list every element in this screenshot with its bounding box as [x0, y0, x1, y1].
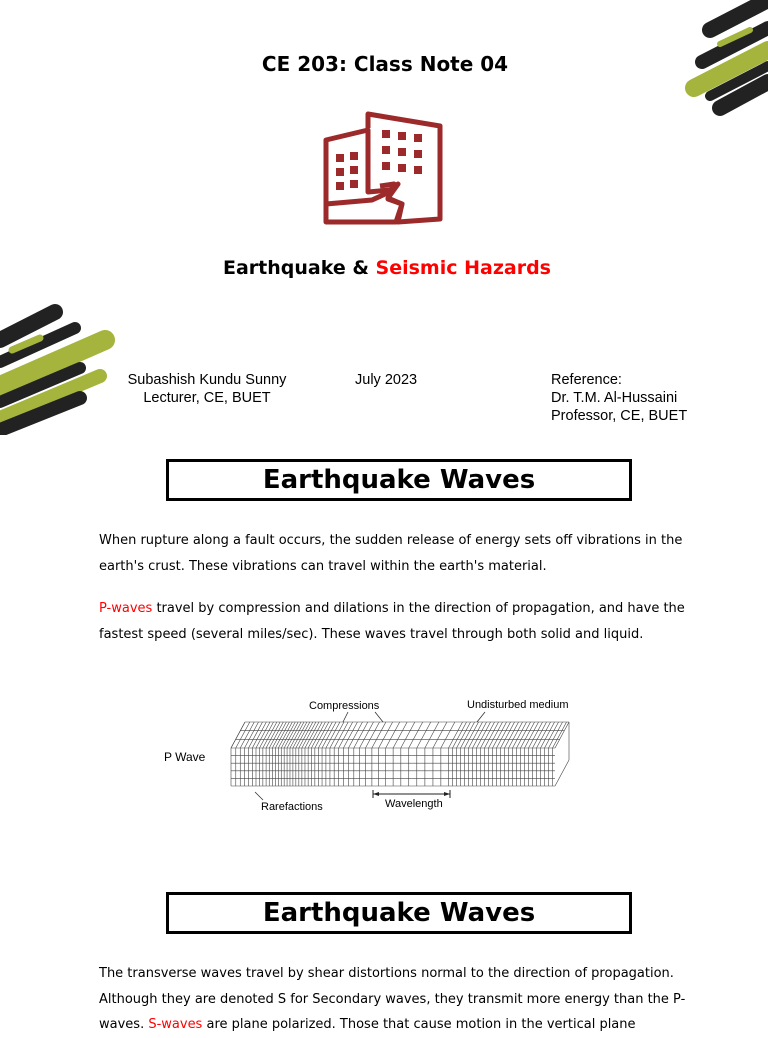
grid-line [249, 722, 263, 748]
grid-line [284, 722, 298, 748]
grid-line [541, 722, 555, 748]
paragraph-s-waves [99, 961, 689, 1038]
collapsed-building-icon [322, 104, 446, 228]
grid-line [553, 722, 567, 748]
grid-line [326, 722, 340, 748]
grid-line [489, 722, 503, 748]
grid-line [278, 722, 292, 748]
grid-line [555, 722, 569, 748]
grid-line [555, 760, 569, 786]
grid-line [465, 722, 479, 748]
grid-line [275, 722, 289, 748]
grid-line [449, 722, 463, 748]
label-undisturbed-medium: Undisturbed medium [467, 699, 569, 711]
grid-line [453, 722, 467, 748]
s-waves-rest: are plane polarized. Those that cause motion in the vertical plane [202, 1017, 636, 1032]
grid-line [359, 722, 373, 748]
grid-line [299, 722, 313, 748]
grid-line [517, 722, 531, 748]
grid-line [529, 722, 543, 748]
s-waves-highlight: S-waves [148, 1017, 203, 1032]
author-name: Subashish Kundu Sunny [127, 372, 287, 388]
author-block [122, 371, 292, 407]
author-role: Lecturer, CE, BUET [143, 390, 271, 406]
grid-line [354, 722, 368, 748]
reference-role: Professor, CE, BUET [551, 408, 688, 424]
grid-line [293, 722, 307, 748]
label-compressions: Compressions [309, 700, 380, 712]
grid-line [509, 722, 523, 748]
grid-line [513, 722, 527, 748]
grid-line [296, 722, 310, 748]
grid-line [549, 722, 563, 748]
decorative-stripes-left [0, 300, 120, 435]
label-rarefactions: Rarefactions [261, 801, 323, 813]
section-heading-2: Earthquake Waves [166, 892, 632, 934]
grid-line [497, 722, 511, 748]
grid-line [545, 722, 559, 748]
label-wavelength: Wavelength [385, 798, 443, 810]
p-waves-highlight: P-waves [99, 601, 153, 616]
grid-line [505, 722, 519, 748]
date-text: July 2023 [355, 372, 418, 388]
grid-line [401, 722, 415, 748]
p-waves-text: travel by compression and dilations in the direction of propagation, and have the fastest speed (several miles/sec). These waves travel through both solid and liquid. [99, 601, 685, 642]
grid-line [481, 722, 495, 748]
document-title: CE 203: Class Note 04 [261, 52, 509, 76]
figure-label: P Wave [164, 750, 206, 764]
grid-line [533, 722, 547, 748]
grid-line [287, 722, 301, 748]
paragraph-p-waves [99, 596, 689, 647]
grid-line [417, 722, 431, 748]
grid-line [379, 722, 393, 748]
grid-line [493, 722, 507, 748]
grid-line [252, 722, 266, 748]
grid-line [441, 722, 455, 748]
grid-line [281, 722, 295, 748]
grid-line [318, 722, 332, 748]
grid-line [473, 722, 487, 748]
grid-line [409, 722, 423, 748]
grid-line [386, 722, 400, 748]
section-heading: Earthquake Waves [166, 459, 632, 501]
grid-line [521, 722, 535, 748]
document-subtitle [0, 257, 768, 279]
grid-line [245, 722, 259, 748]
subtitle-highlight: Seismic Hazards [375, 257, 551, 279]
p-wave-diagram [225, 710, 575, 810]
grid-line [372, 722, 386, 748]
grid-line [240, 722, 254, 748]
grid-line [433, 722, 447, 748]
grid-line [322, 722, 336, 748]
grid-line [334, 722, 348, 748]
grid-line [290, 722, 304, 748]
grid-line [457, 722, 471, 748]
grid-line [525, 722, 539, 748]
reference-block [551, 371, 687, 425]
grid-line [537, 722, 551, 748]
grid-line [469, 722, 483, 748]
grid-line [330, 722, 344, 748]
grid-line [393, 722, 407, 748]
paragraph-intro: When rupture along a fault occurs, the sudden release of energy sets off vibrations in the earth's crust. These vibrations can travel within the earth's material. [99, 533, 683, 574]
grid-line [461, 722, 475, 748]
grid-line [485, 722, 499, 748]
grid-line [308, 722, 322, 748]
reference-name: Dr. T.M. Al-Hussaini [551, 390, 678, 406]
grid-line [425, 722, 439, 748]
s-waves-text: The transverse waves travel by shear distortions normal to the direction of propagation. Although they are denoted S for Secondary waves, they transmit more energy than the P-waves. [99, 966, 686, 1032]
reference-label: Reference: [551, 372, 622, 388]
grid-line [477, 722, 491, 748]
subtitle-main: Earthquake & [222, 257, 376, 279]
grid-line [366, 722, 380, 748]
grid-line [501, 722, 515, 748]
